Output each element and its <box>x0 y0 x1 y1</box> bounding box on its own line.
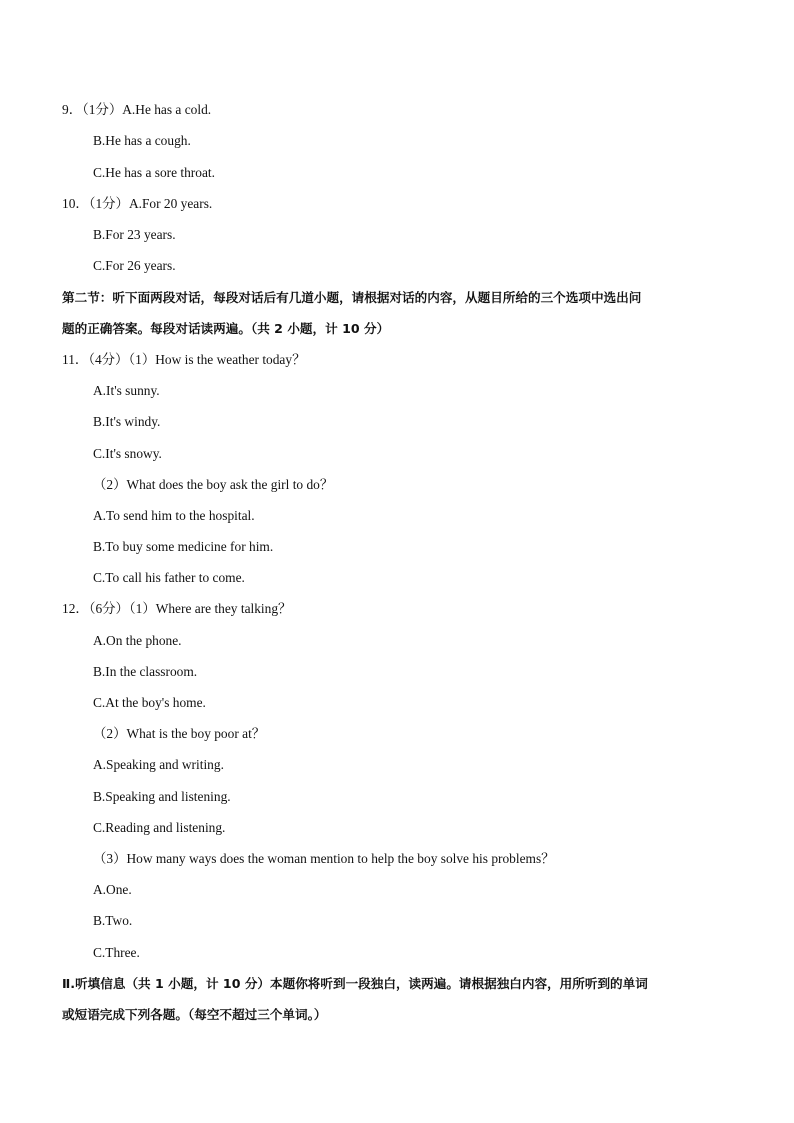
question-12-3-option-c: C.Three. <box>93 945 140 960</box>
section-2-instructions-line-1: 第二节：听下面两段对话，每段对话后有几道小题，请根据对话的内容，从题目所给的三个选项中选出问 <box>62 290 642 305</box>
question-9-option-c: C.He has a sore throat. <box>93 165 215 180</box>
question-12-3-stem: （3）How many ways does the woman mention to help the boy solve his problems？ <box>93 851 555 866</box>
question-12-2-stem: （2）What is the boy poor at？ <box>93 726 266 741</box>
section-2-instructions-line-2: 题的正确答案。每段对话读两遍。（共 2 小题，计 10 分） <box>62 321 390 336</box>
question-10-option-c: C.For 26 years. <box>93 258 176 273</box>
question-10-stem: 10．（1分）A.For 20 years. <box>62 196 213 211</box>
question-12-1-option-c: C.At the boy's home. <box>93 695 206 710</box>
question-12-stem: 12．（6分）（1）Where are they talking？ <box>62 601 292 616</box>
question-11-1-option-a: A.It's sunny. <box>93 383 160 398</box>
question-9-stem: 9．（1分）A.He has a cold. <box>62 102 212 117</box>
question-12-2-option-b: B.Speaking and listening. <box>93 789 231 804</box>
question-10-option-b: B.For 23 years. <box>93 227 176 242</box>
question-11-1-option-c: C.It's snowy. <box>93 446 162 461</box>
question-12-1-option-b: B.In the classroom. <box>93 664 198 679</box>
section-ii-instructions-line-2: 或短语完成下列各题。（每空不超过三个单词。） <box>62 1007 327 1022</box>
question-12-1-option-a: A.On the phone. <box>93 633 182 648</box>
question-11-1-option-b: B.It's windy. <box>93 414 161 429</box>
question-9-option-b: B.He has a cough. <box>93 133 191 148</box>
question-12-3-option-a: A.One. <box>93 882 132 897</box>
question-12-2-option-c: C.Reading and listening. <box>93 820 226 835</box>
question-11-stem: 11．（4分）（1）How is the weather today？ <box>62 352 306 367</box>
question-11-2-option-a: A.To send him to the hospital. <box>93 508 255 523</box>
question-12-3-option-b: B.Two. <box>93 913 133 928</box>
question-11-2-stem: （2）What does the boy ask the girl to do？ <box>93 477 334 492</box>
question-11-2-option-b: B.To buy some medicine for him. <box>93 539 274 554</box>
question-11-2-option-c: C.To call his father to come. <box>93 570 245 585</box>
section-ii-instructions-line-1: Ⅱ.听填信息（共 1 小题，计 10 分）本题你将听到一段独白，读两遍。请根据独白内容，用所听到的单词 <box>62 976 648 991</box>
question-12-2-option-a: A.Speaking and writing. <box>93 757 224 772</box>
